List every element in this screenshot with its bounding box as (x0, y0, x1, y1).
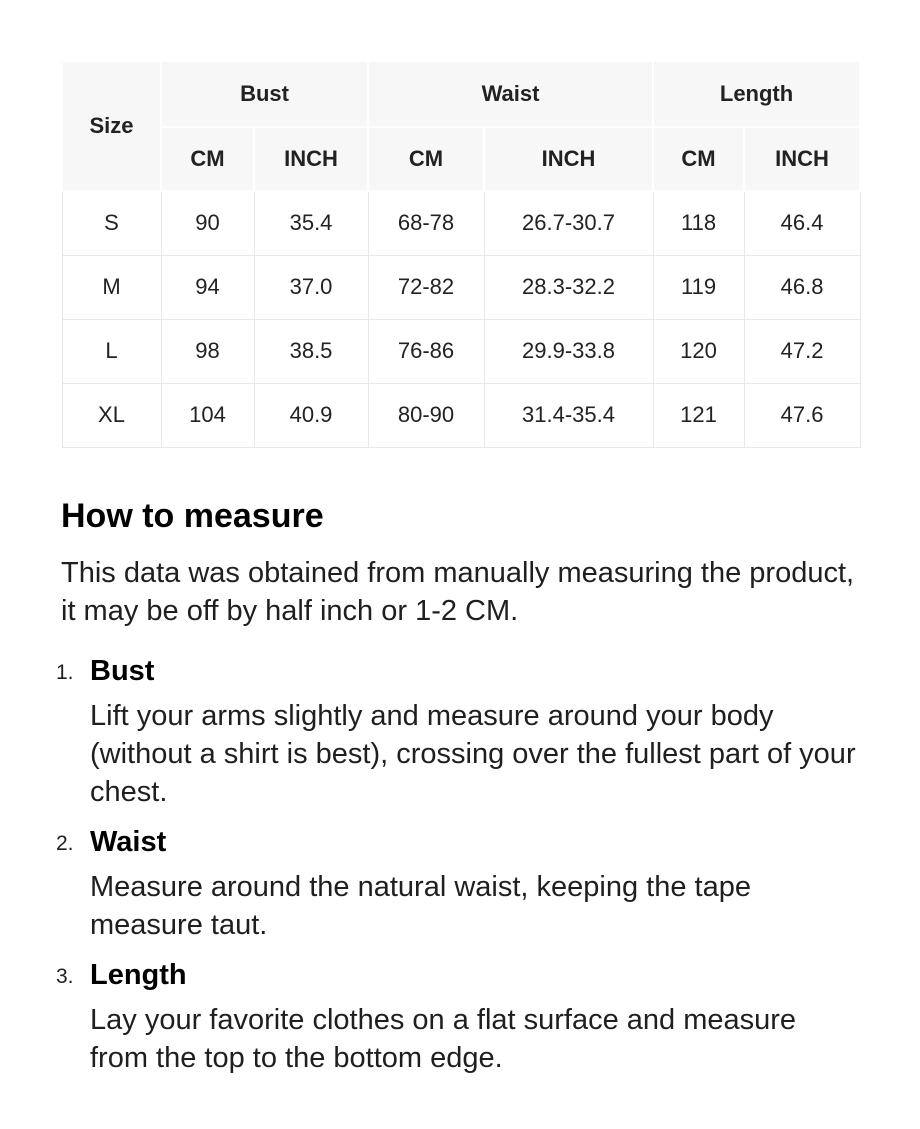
waist-inch-cell: 29.9-33.8 (484, 319, 653, 383)
bust-cm-cell: 98 (161, 319, 254, 383)
table-row (62, 319, 860, 383)
size-cell: S (62, 191, 161, 255)
length-cm-cell: 119 (653, 255, 744, 319)
waist-inch-cell: 26.7-30.7 (484, 191, 653, 255)
length-inch-cell: 47.2 (744, 319, 860, 383)
step-title: Waist (90, 825, 167, 858)
length-cm-cell: 118 (653, 191, 744, 255)
step-description: Lift your arms slightly and measure around your body (without a shirt is best), crossing over the fullest part of your chest. (90, 699, 856, 808)
bust-inch-cell: 40.9 (254, 383, 368, 447)
table-row (62, 191, 860, 255)
waist-inch-cell: 28.3-32.2 (484, 255, 653, 319)
waist-cm-cell: 72-82 (368, 255, 484, 319)
length-inch-cell: 47.6 (744, 383, 860, 447)
measure-steps-list (56, 654, 859, 1077)
bust-group-header: Bust (161, 61, 368, 127)
step-title: Length (90, 958, 187, 991)
length-cm-cell: 120 (653, 319, 744, 383)
length-inch-header: INCH (744, 127, 860, 191)
size-cell: XL (62, 383, 161, 447)
waist-cm-header: CM (368, 127, 484, 191)
table-group-header-row (62, 61, 860, 127)
measure-step-length (56, 958, 859, 1077)
table-row (62, 255, 860, 319)
step-description: Lay your favorite clothes on a flat surface and measure from the top to the bottom edge. (90, 1003, 797, 1074)
bust-inch-cell: 37.0 (254, 255, 368, 319)
size-cell: M (62, 255, 161, 319)
table-row (62, 383, 860, 447)
waist-inch-header: INCH (484, 127, 653, 191)
bust-cm-cell: 104 (161, 383, 254, 447)
step-body (90, 958, 859, 1077)
size-chart-table (61, 60, 861, 448)
step-number: 2. (56, 831, 74, 855)
how-to-measure-section (56, 496, 859, 1077)
waist-group-header: Waist (368, 61, 653, 127)
size-cell: L (62, 319, 161, 383)
length-inch-cell: 46.4 (744, 191, 860, 255)
step-body (90, 825, 859, 944)
length-cm-cell: 121 (653, 383, 744, 447)
step-number: 1. (56, 660, 74, 684)
step-description: Measure around the natural waist, keeping the tape measure taut. (90, 870, 751, 941)
section-title: How to measure (61, 496, 324, 535)
measure-step-waist (56, 825, 859, 944)
length-cm-header: CM (653, 127, 744, 191)
bust-inch-header: INCH (254, 127, 368, 191)
step-title: Bust (90, 654, 155, 687)
waist-cm-cell: 80-90 (368, 383, 484, 447)
size-column-header: Size (62, 61, 161, 191)
waist-cm-cell: 68-78 (368, 191, 484, 255)
measure-intro-text: This data was obtained from manually measuring the product, it may be off by half inch or 1-2 CM. (61, 556, 855, 627)
table-units-header-row (62, 127, 860, 191)
length-group-header: Length (653, 61, 860, 127)
bust-cm-cell: 94 (161, 255, 254, 319)
bust-cm-header: CM (161, 127, 254, 191)
step-number: 3. (56, 964, 74, 988)
bust-inch-cell: 38.5 (254, 319, 368, 383)
bust-cm-cell: 90 (161, 191, 254, 255)
step-body (90, 654, 859, 811)
measure-step-bust (56, 654, 859, 811)
bust-inch-cell: 35.4 (254, 191, 368, 255)
waist-inch-cell: 31.4-35.4 (484, 383, 653, 447)
waist-cm-cell: 76-86 (368, 319, 484, 383)
length-inch-cell: 46.8 (744, 255, 860, 319)
